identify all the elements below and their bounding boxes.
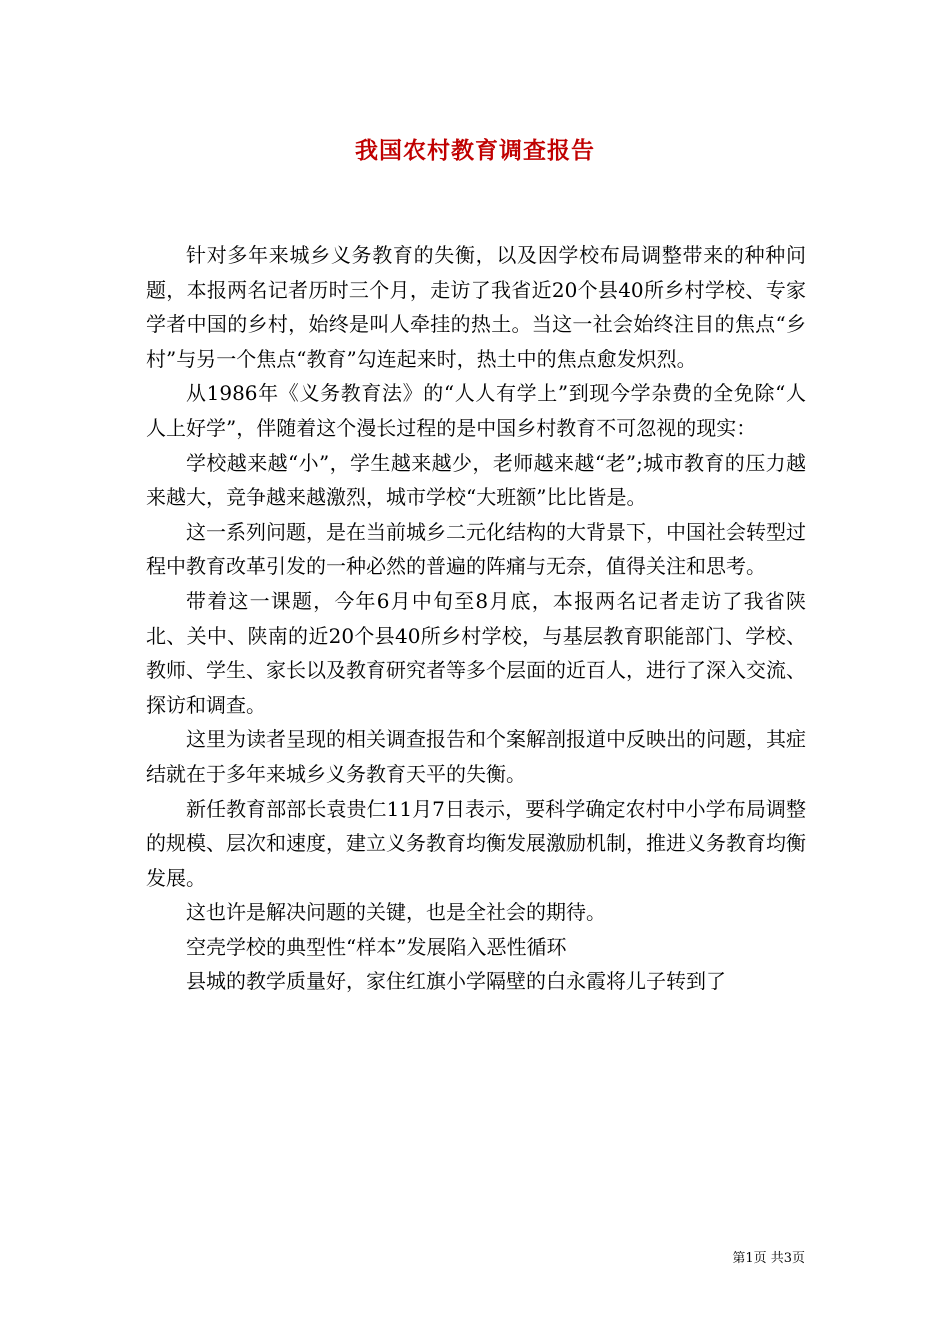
paragraph: 县城的教学质量好，家住红旗小学隔壁的白永霞将儿子转到了 — [186, 969, 726, 994]
paragraph: 这里为读者呈现的相关调查报告和个案解剖报道中反映出的问题，其症结就在于多年来城乡义务教育天平的失衡。 — [146, 727, 806, 786]
paragraph: 从1986年《义务教育法》的“人人有学上”到现今学杂费的全免除“人人上好学”，伴随着这个漫长过程的是中国乡村教育不可忽视的现实： — [146, 381, 806, 440]
paragraph: 针对多年来城乡义务教育的失衡，以及因学校布局调整带来的种种问题，本报两名记者历时三个月，走访了我省近20个县40所乡村学校、专家学者中国的乡村，始终是叫人牵挂的热土。当这一社会始终注目的焦点“乡村”与另一个焦点“教育”勾连起来时，热土中的焦点愈发炽烈。 — [146, 243, 806, 371]
paragraph: 带着这一课题，今年6月中旬至8月底，本报两名记者走访了我省陕北、关中、陕南的近20个县40所乡村学校，与基层教育职能部门、学校、教师、学生、家长以及教育研究者等多个层面的近百人，进行了深入交流、探访和调查。 — [146, 588, 806, 717]
document-title: 我国农村教育调查报告 — [355, 137, 595, 164]
paragraph: 这一系列问题，是在当前城乡二元化结构的大背景下，中国社会转型过程中教育改革引发的一种必然的普遍的阵痛与无奈，值得关注和思考。 — [146, 519, 806, 579]
paragraph: 这也许是解决问题的关键，也是全社会的期待。 — [186, 900, 606, 925]
page-number: 第1页 共3页 — [732, 1251, 805, 1266]
section-heading: 空壳学校的典型性“样本”发展陷入恶性循环 — [186, 934, 567, 959]
document-body — [146, 238, 806, 999]
paragraph: 新任教育部部长袁贵仁11月7日表示，要科学确定农村中小学布局调整的规模、层次和速度，建立义务教育均衡发展激励机制，推进义务教育均衡发展。 — [146, 796, 806, 890]
paragraph: 学校越来越“小”，学生越来越少，老师越来越“老”;城市教育的压力越来越大，竞争越来越激烈，城市学校“大班额”比比皆是。 — [146, 450, 806, 510]
